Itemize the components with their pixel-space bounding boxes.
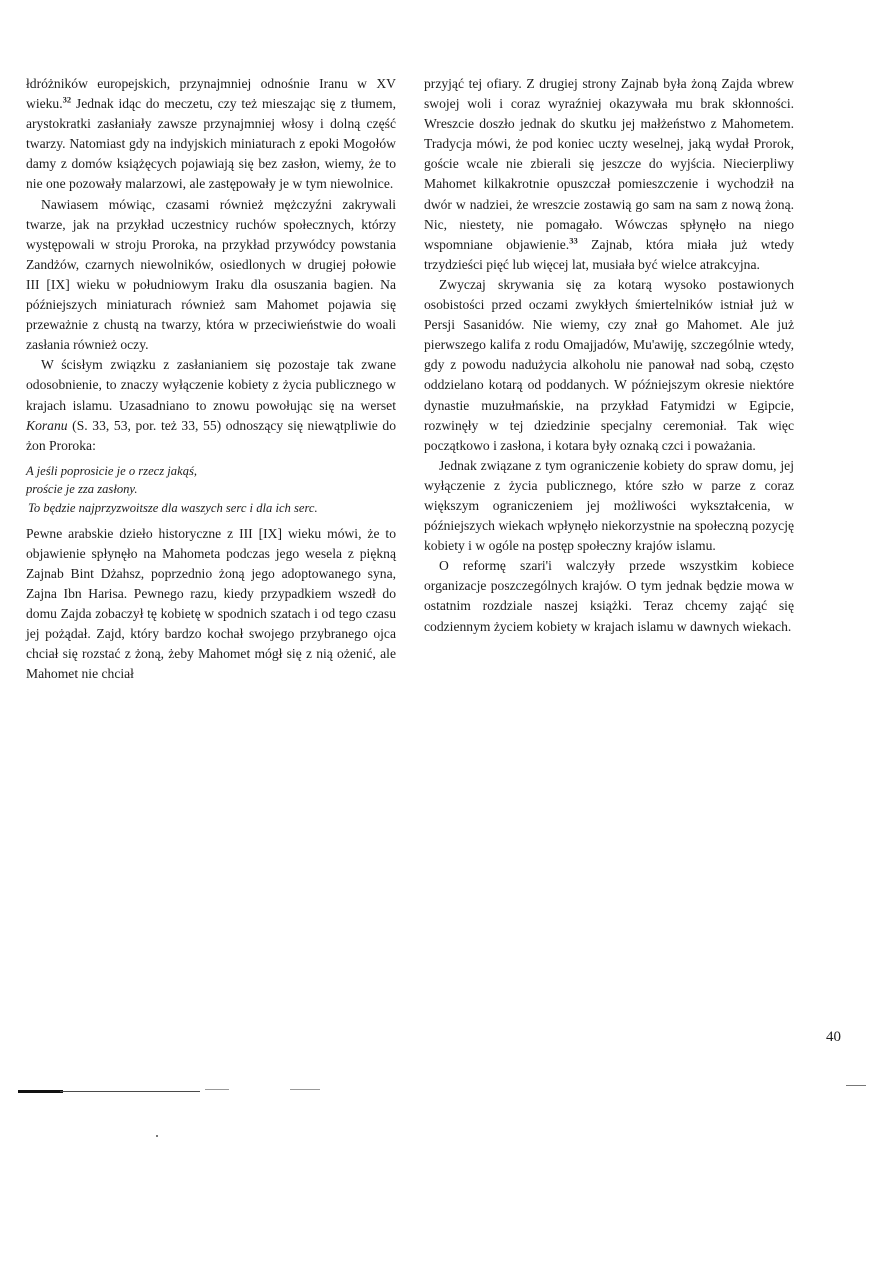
- paragraph: Pewne arabskie dzieło historyczne z III [IX] wieku mówi, że to objawienie spłynęło na Mahometa podczas jego wesela z piękną Zajnab Bint Dżahsz, poprzednio żoną jego adoptowanego syna, Zajna Ibn Harisa. Pewnego razu, kiedy przypadkiem wszedł do domu Zajda zobaczył tę kobietę w spodnich szatach i od tego czasu jej pożądał. Zajd, który bardzo kochał swojego przybranego ojca chciał się rozstać z żoną, żeby Mahomet mógł się z nią ożenić, ale Mahomet nie chciał: [26, 525, 396, 682]
- paragraph: Nawiasem mówiąc, czasami również mężczyźni zakrywali twarze, jak na przykład uczestnicy ruchów społecznych, którzy występowali w stroju Proroka, na przykład przywódcy powstania Zandżów, czarnych niewolników, osiedlonych w drugiej połowie III [IX] wieku w południowym Iraku dla osuszania bagien. Na późniejszych miniaturach również sam Mahomet pojawia się przeważnie z chustą na twarzy, która w przeciwieństwie do woali zasłania również oczy.: [26, 196, 396, 353]
- scan-artifact-line: [846, 1085, 866, 1086]
- paragraph: O reformę szari'i walczyły przede wszystkim kobiece organizacje poszczególnych krajów. O tym jednak będzie mowa w ostatnim rozdziale naszej książki. Teraz chcemy zająć się codziennym życiem kobiety w krajach islamu w dawnych wiekach.: [424, 558, 794, 634]
- paragraph: [26, 74, 396, 195]
- paragraph-text: łdróżników europejskich, przynajmniej odnośnie Iranu w XV wieku.: [26, 76, 396, 112]
- paragraph-text: Jednak idąc do meczetu, czy też mieszając się z tłumem, arystokratki zasłaniały zawsze przynajmniej włosy i dolną część twarzy. Natomiast gdy na indyjskich miniaturach z epoki Mogołów damy z domów książęcych pojawiają się bez zasłon, wiemy, że to nie one pozowały malarzowi, ale zastępowały je w tym niewolnice.: [26, 96, 396, 192]
- book-title: Koranu: [26, 417, 68, 433]
- scan-artifact-line: [18, 1090, 63, 1093]
- footnote-marker: 32: [62, 94, 72, 105]
- quote-line: To będzie najprzyzwoitsze dla waszych serc i dla ich serc.: [28, 500, 318, 515]
- quote-line: proście je zza zasłony.: [26, 482, 138, 497]
- koran-quote: [26, 462, 396, 518]
- paragraph: Zwyczaj skrywania się za kotarą wysoko postawionych osobistości przed oczami zwykłych śmiertelników istniał już w Persji Sasanidów. Nie wiemy, czy znał go Mahomet. Ale już pierwszego kalifa z rodu Omajjadów, Mu'awiję, szczególnie wtedy, gdy z powodu nadużycia alkoholu nie panował nad sobą, często oddzielano kotarą od poddanych. W późniejszym okresie niektóre dynastie muzułmańskie, na przykład Fatymidzi w Egipcie, rozwinęły w tej dziedzinie specjalny ceremoniał. Tak więc początkowo i zasłona, i kotara były oznaką czci i poważania.: [424, 276, 794, 453]
- paragraph-text: W ścisłym związku z zasłanianiem się pozostaje tak zwane odosobnienie, to znaczy wyłączenie kobiety z życia publicznego w krajach islamu. Uzasadniano to znowu powołując się na werset: [26, 357, 396, 413]
- paragraph: Jednak związane z tym ograniczenie kobiety do spraw domu, jej wyłączenie z życia publicznego, które szło w parze z coraz większym ograniczeniem jej możliwości wykształcenia, w późniejszych wiekach wpłynęło niekorzystnie na społeczną pozycję kobiety i w ogóle na postęp społeczny krajów islamu.: [424, 457, 794, 554]
- paragraph-text: Zajnab, która miała już wtedy trzydzieści pięć lub więcej lat, musiała być wielce atrakcyjna.: [424, 236, 794, 272]
- scan-artifact-dot: [156, 1135, 158, 1137]
- page-number: 40: [826, 1029, 841, 1045]
- right-column: [424, 74, 794, 637]
- left-column: [26, 74, 396, 684]
- quote-line: A jeśli poprosicie je o rzecz jakąś,: [26, 463, 198, 478]
- paragraph: [26, 355, 396, 455]
- scan-artifact-line: [205, 1089, 229, 1090]
- footnote-marker: 33: [569, 235, 578, 246]
- scan-artifact-line: [290, 1089, 320, 1090]
- paragraph-text: (S. 33, 53, por. też 33, 55) odnoszący się niewątpliwie do żon Proroka:: [26, 417, 396, 453]
- paragraph: [424, 74, 794, 275]
- scan-artifact-line: [60, 1091, 200, 1092]
- paragraph-text: przyjąć tej ofiary. Z drugiej strony Zajnab była żoną Zajda wbrew swojej woli i coraz wyraźniej okazywała mu brak skłonności. Wreszcie doszło jednak do skutku jej małżeństwo z Mahometem. Tradycja mówi, że pod koniec uczty weselnej, jaką wydał Prorok, goście wcale nie zbierali się jeszcze do wyjścia. Niecierpliwy Mahomet kilkakrotnie opuszczał pomieszczenie i wychodził na dwór w nadziei, że wreszcie zostawią go sam na sam z nową żoną. Nic, niestety, nie pomagało. Wówczas spłynęło na niego wspomniane objawienie.: [424, 76, 794, 252]
